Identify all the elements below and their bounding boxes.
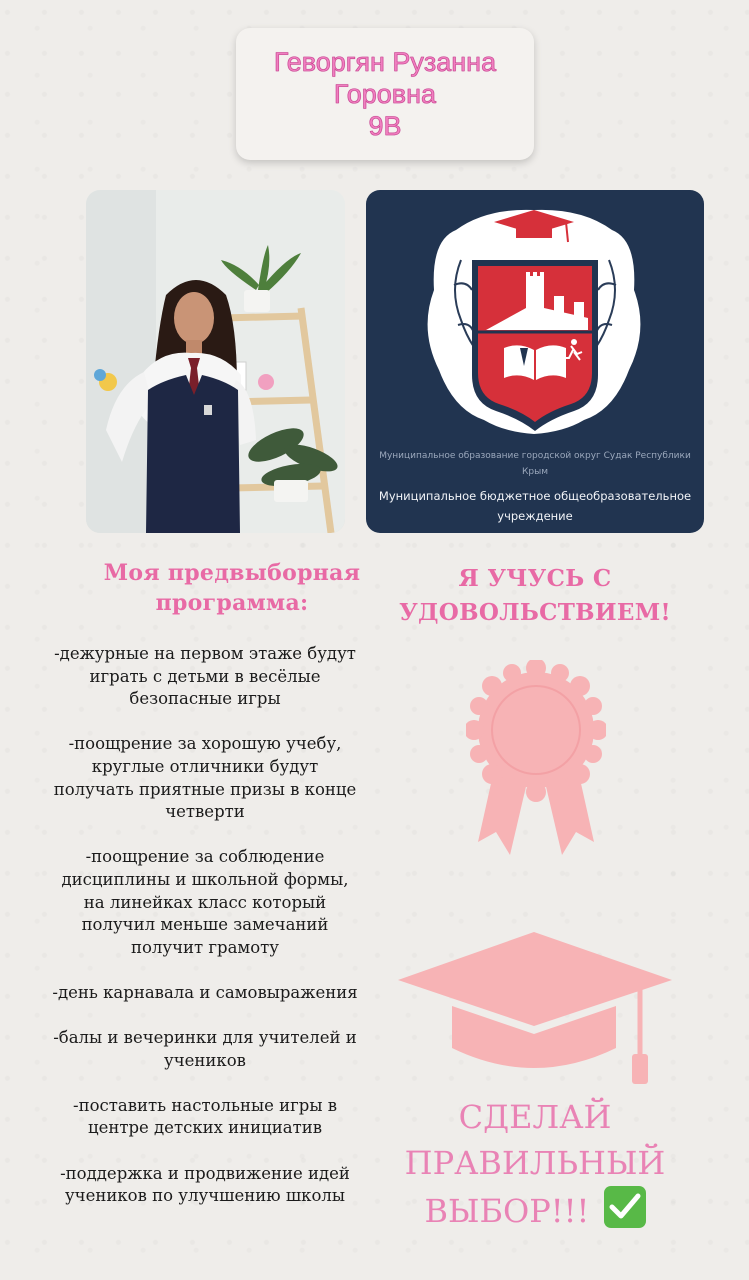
- slogan-heading: Я УЧУСЬ С УДОВОЛЬСТВИЕМ!: [399, 565, 671, 626]
- name-card: [236, 28, 534, 160]
- program-title: Моя предвыборная программа:: [103, 560, 361, 616]
- school-logo-card: [366, 190, 704, 533]
- call-to-action-text: СДЕЛАЙ ПРАВИЛЬНЫЙ ВЫБОР!!!: [404, 1098, 666, 1230]
- call-to-action: [380, 1094, 690, 1234]
- graduation-cap-icon: [394, 928, 676, 1088]
- program-item: -поощрение за соблюдение дисциплины и школьной формы, на линейках класс который получил меньше замечаний получит грамоту: [61, 847, 349, 957]
- program-item: -день карнавала и самовыражения: [52, 982, 358, 1002]
- award-ribbon-icon: [466, 660, 606, 860]
- program-item: -дежурные на первом этаже будут играть с детьми в весёлые безопасные игры: [54, 644, 356, 709]
- candidate-photo: [86, 190, 345, 533]
- program-item: -поощрение за хорошую учебу, круглые отличники будут получать приятные призы в конце четверти: [53, 734, 357, 822]
- candidate-name-line1: Геворгян Рузанна: [273, 47, 497, 77]
- school-crest-icon: [366, 190, 704, 440]
- program-item: -поставить настольные игры в центре детских инициатив: [73, 1095, 337, 1138]
- check-mark-icon: [604, 1186, 646, 1228]
- program-item: -балы и вечеринки для учителей и учеников: [53, 1028, 357, 1070]
- logo-municipality-text: Муниципальное образование городской округ Судак Республики Крым: [379, 451, 691, 477]
- candidate-class: 9В: [368, 111, 402, 141]
- program-list: [50, 643, 360, 1230]
- candidate-name-line2: Горовна: [333, 79, 437, 109]
- program-item: -поддержка и продвижение идей учеников по улучшению школы: [60, 1163, 350, 1206]
- logo-institution-text: Муниципальное бюджетное общеобразовательное учреждение: [378, 489, 692, 523]
